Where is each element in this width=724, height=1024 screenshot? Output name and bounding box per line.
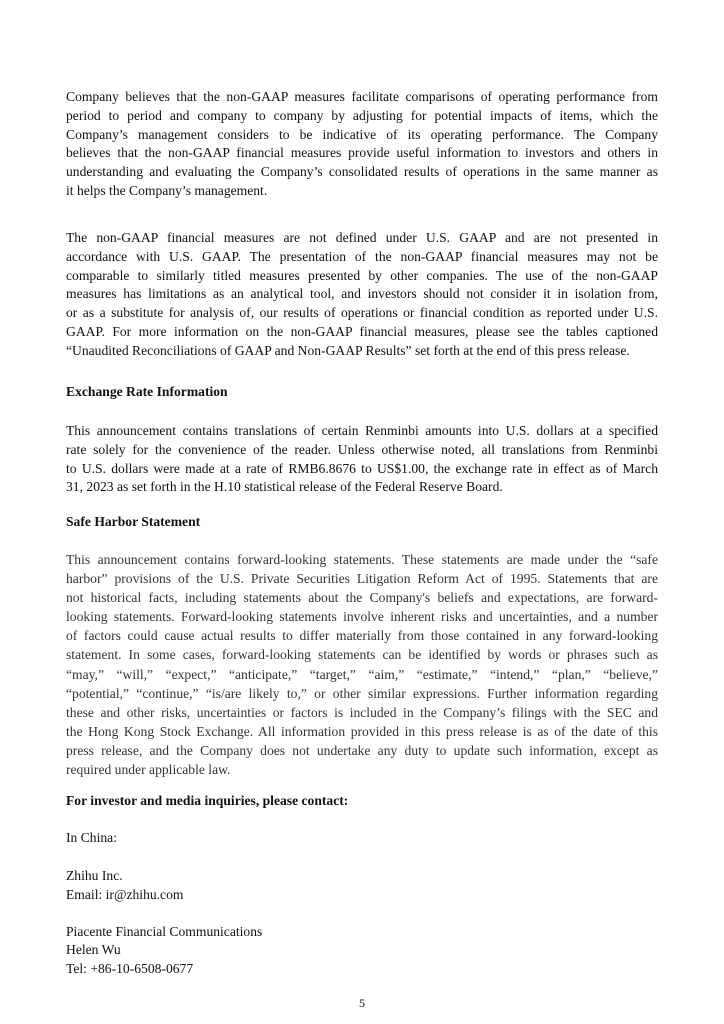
text-line: statement. In some cases, forward-looking statements can be identified by words or phrases such as xyxy=(66,647,658,663)
contact-agency: Piacente Financial Communications xyxy=(66,924,263,939)
text-line: required under applicable law. xyxy=(66,762,231,778)
text-line: This announcement contains translations of certain Renminbi amounts into U.S. dollars at a specified xyxy=(66,423,658,438)
heading-contact: For investor and media inquiries, please contact: xyxy=(66,793,349,808)
text-line: harbor” provisions of the U.S. Private Securities Litigation Reform Act of 1995. Statements that are xyxy=(66,571,658,587)
text-line: measures has limitations as an analytical tool, and investors should not consider it in isolation from, xyxy=(66,286,658,302)
heading-exchange-rate: Exchange Rate Information xyxy=(66,384,228,399)
text-line: period to period and company to company by adjusting for potential impacts of items, which the xyxy=(66,107,658,123)
text-line: This announcement contains forward-looking statements. These statements are made under the “safe xyxy=(66,552,658,567)
text-line: The non-GAAP financial measures are not defined under U.S. GAAP and are not presented in xyxy=(66,230,658,245)
text-line: comparable to similarly titled measures presented by other companies. The use of the non-GAAP xyxy=(66,267,658,283)
page-number: 5 xyxy=(359,996,365,1010)
text-line: “potential,” “continue,” “is/are likely to,” or other similar expressions. Further information regarding xyxy=(66,685,658,701)
contact-tel: Tel: +86-10-6508-0677 xyxy=(66,961,194,976)
paragraph-exchange-rate xyxy=(66,422,658,497)
contact-company: Zhihu Inc. xyxy=(66,868,123,883)
text-line: the Hong Kong Stock Exchange. All information provided in this press release is as of the date of this xyxy=(66,723,658,739)
text-line: these and other risks, uncertainties or factors is included in the Company’s filings with the SEC and xyxy=(66,704,658,720)
text-line: believes that the non-GAAP financial measures provide useful information to investors and others in xyxy=(66,145,658,161)
text-line: of factors could cause actual results to differ materially from those contained in any forward-looking xyxy=(66,628,658,644)
text-line: 31, 2023 as set forth in the H.10 statistical release of the Federal Reserve Board. xyxy=(66,479,503,495)
text-line: not historical facts, including statements about the Company's beliefs and expectations, are forward- xyxy=(66,590,658,606)
text-line: looking statements. Forward-looking statements involve inherent risks and uncertainties, and a number xyxy=(66,609,658,625)
paragraph-safe-harbor xyxy=(66,550,658,779)
heading-safe-harbor: Safe Harbor Statement xyxy=(66,514,201,529)
text-line: rate solely for the convenience of the reader. Unless otherwise noted, all translations from Renminbi xyxy=(66,441,658,457)
paragraph-non-gaap-usefulness xyxy=(66,88,658,201)
text-line: GAAP. For more information on the non-GAAP financial measures, please see the tables captioned xyxy=(66,323,658,339)
contact-region: In China: xyxy=(66,830,117,845)
text-line: accordance with U.S. GAAP. The presentation of the non-GAAP financial measures may not be xyxy=(66,248,658,264)
text-line: Company’s management considers to be indicative of its operating performance. The Company xyxy=(66,126,658,142)
text-line: it helps the Company’s management. xyxy=(66,182,268,198)
contact-person: Helen Wu xyxy=(66,942,121,957)
text-line: understanding and evaluating the Company’s consolidated results of operations in the same manner as xyxy=(66,164,658,180)
text-line: to U.S. dollars were made at a rate of RMB6.8676 to US$1.00, the exchange rate in effect as of March xyxy=(66,460,658,476)
paragraph-non-gaap-limitations xyxy=(66,229,658,361)
text-line: press release, and the Company does not undertake any duty to update such information, except as xyxy=(66,742,658,758)
text-line: Company believes that the non-GAAP measures facilitate comparisons of operating performance from xyxy=(66,89,658,104)
text-line: or as a substitute for analysis of, our results of operations or financial condition as reported under U.S. xyxy=(66,305,658,321)
contact-email: Email: ir@zhihu.com xyxy=(66,887,184,902)
text-line: “Unaudited Reconciliations of GAAP and Non-GAAP Results” set forth at the end of this press release. xyxy=(66,342,630,358)
text-line: “may,” “will,” “expect,” “anticipate,” “target,” “aim,” “estimate,” “intend,” “plan,” “believe,” xyxy=(66,666,658,682)
